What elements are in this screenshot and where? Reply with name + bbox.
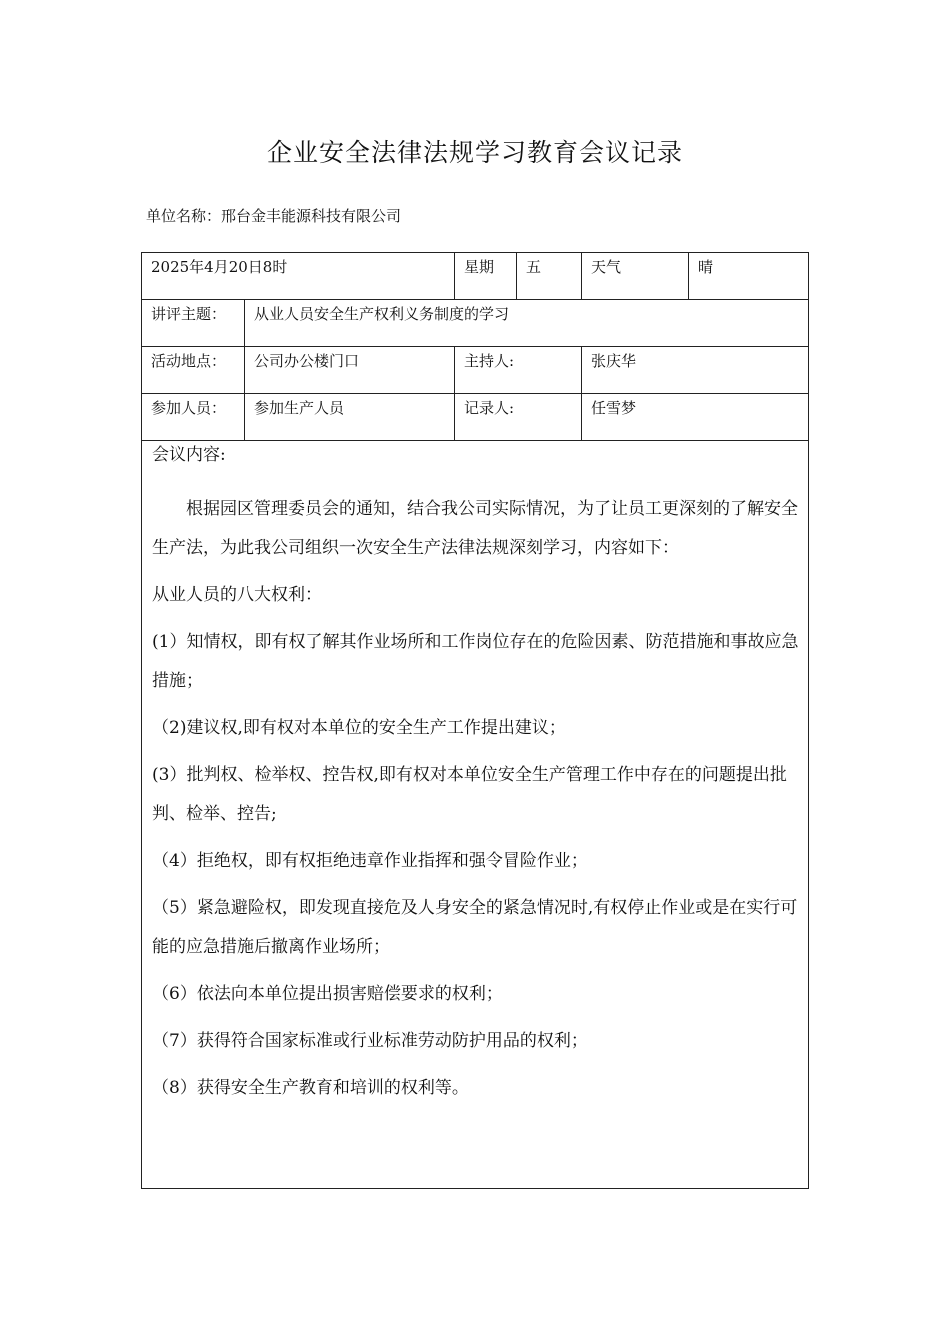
location-value: 公司办公楼门口 [245, 347, 455, 394]
table-row [142, 347, 809, 394]
unit-name: 邢台金丰能源科技有限公司 [221, 207, 402, 225]
weather-label: 天气 [582, 253, 689, 300]
meeting-record-table [141, 252, 809, 1189]
content-heading: 会议内容: [152, 445, 226, 465]
datetime-cell: 2025年4月20日8时 [142, 253, 455, 300]
table-row [142, 253, 809, 300]
rights-heading: 从业人员的八大权利： [152, 585, 322, 605]
recorder-label: 记录人: [455, 394, 582, 441]
recorder-value: 任雪梦 [582, 394, 809, 441]
host-value: 张庆华 [582, 347, 809, 394]
weekday-value: 五 [517, 253, 582, 300]
location-label: 活动地点： [142, 347, 245, 394]
weather-value: 晴 [689, 253, 809, 300]
right-item: （4）拒绝权，即有权拒绝违章作业指挥和强令冒险作业； [152, 851, 588, 871]
right-item: （5）紧急避险权，即发现直接危及人身安全的紧急情况时,有权停止作业或是在实行可能的应急措施后撤离作业场所； [152, 898, 798, 957]
intro-paragraph: 根据园区管理委员会的通知，结合我公司实际情况，为了让员工更深刻的了解安全生产法，为此我公司组织一次安全生产法律法规深刻学习，内容如下： [152, 499, 798, 558]
right-item: （8）获得安全生产教育和培训的权利等。 [152, 1078, 469, 1098]
table-row [142, 394, 809, 441]
right-item: （2)建议权,即有权对本单位的安全生产工作提出建议； [152, 718, 566, 738]
document-title: 企业安全法律法规学习教育会议记录 [266, 138, 683, 167]
topic-value: 从业人员安全生产权利义务制度的学习 [245, 300, 809, 347]
table-row [142, 300, 809, 347]
meeting-content-cell [142, 441, 809, 1189]
unit-label: 单位名称： [146, 207, 222, 225]
table-row [142, 441, 809, 1189]
host-label: 主持人: [455, 347, 582, 394]
right-item: （7）获得符合国家标准或行业标准劳动防护用品的权利； [152, 1031, 588, 1051]
right-item: (3）批判权、检举权、控告权,即有权对本单位安全生产管理工作中存在的问题提出批判、检举、控告; [152, 765, 787, 824]
participants-value: 参加生产人员 [245, 394, 455, 441]
unit-line [146, 205, 401, 226]
right-item: （6）依法向本单位提出损害赔偿要求的权利； [152, 984, 503, 1004]
participants-label: 参加人员： [142, 394, 245, 441]
right-item: (1）知情权，即有权了解其作业场所和工作岗位存在的危险因素、防范措施和事故应急措施； [152, 632, 799, 691]
weekday-label: 星期 [455, 253, 517, 300]
topic-label: 讲评主题： [142, 300, 245, 347]
